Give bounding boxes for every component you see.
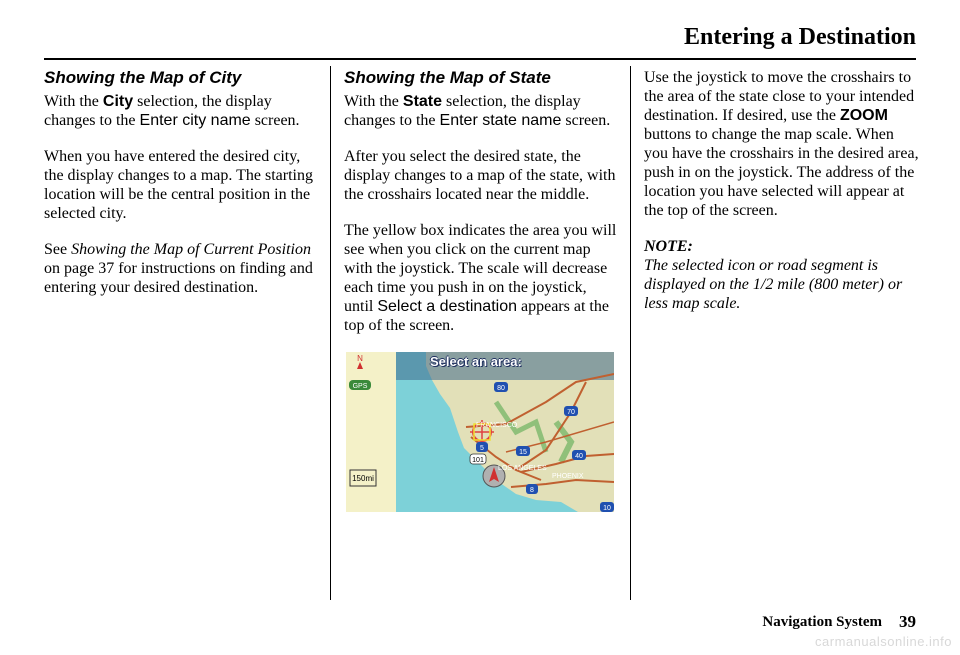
paragraph-see-reference: See Showing the Map of Current Position on page 37 for instructions on finding and entering your desired destination.	[44, 241, 313, 296]
note-label: NOTE:	[644, 238, 693, 255]
city-los-angeles: LOS ANGELES	[498, 465, 547, 472]
ui-label-enter-city-name: Enter city name	[139, 112, 251, 129]
svg-text:40: 40	[575, 453, 583, 460]
page-title: Entering a Destination	[683, 24, 916, 50]
ui-label-state: State	[402, 93, 443, 110]
cross-reference: Showing the Map of Current Position	[71, 241, 311, 258]
note-text: The selected icon or road segment is displayed on the 1/2 mile (800 meter) or less map scale.	[644, 257, 903, 312]
column-state	[344, 68, 618, 352]
paragraph-yellow-box: The yellow box indicates the area you will see when you click on the current map with the joystick. The scale will decrease each time you push in on the joystick, until Select a destination appears at the top of the screen.	[344, 222, 617, 334]
side-panel	[346, 352, 396, 512]
ui-label-zoom: ZOOM	[839, 107, 888, 124]
north-label: N	[357, 354, 363, 363]
footer-section-name: Navigation System	[762, 614, 882, 630]
column-instructions	[644, 68, 920, 313]
column-divider-right	[630, 66, 631, 600]
scale-label: 150mi	[352, 474, 374, 483]
page-number: 39	[899, 612, 916, 631]
paragraph-state-selection: With the State selection, the display changes to the Enter state name screen.	[344, 93, 611, 129]
gps-label: GPS	[352, 383, 368, 390]
heading-map-of-state: Showing the Map of State	[344, 68, 551, 87]
svg-text:80: 80	[497, 385, 505, 392]
ui-label-select-destination: Select a destination	[377, 298, 517, 315]
map-banner-select-area: Select an area:	[430, 354, 522, 369]
header-rule	[44, 58, 916, 60]
svg-text:5: 5	[480, 445, 484, 452]
note-block	[644, 237, 920, 313]
watermark: carmanualsonline.info	[815, 634, 952, 649]
svg-text:15: 15	[519, 449, 527, 456]
paragraph-city-selection: With the City selection, the display changes to the Enter city name screen.	[44, 93, 300, 129]
state-map-screenshot	[346, 352, 614, 512]
svg-text:8: 8	[530, 487, 534, 494]
ui-label-enter-state-name: Enter state name	[439, 112, 562, 129]
city-san-francisco: FRANCISCO	[476, 422, 518, 429]
svg-text:10: 10	[603, 505, 611, 512]
map-graphic	[346, 352, 614, 512]
paragraph-joystick: Use the joystick to move the crosshairs to the area of the state close to your intended destination. If desired, use the ZOOM buttons to change the map scale. When you have the crosshairs in the desired area, push in on the joystick. The address of the location you have selected will appear at the top of the screen.	[644, 69, 919, 219]
ui-label-city: City	[102, 93, 134, 110]
svg-text:101: 101	[472, 457, 484, 464]
svg-text:70: 70	[567, 409, 575, 416]
paragraph-state-map: After you select the desired state, the display changes to a map of the state, with the crosshairs located near the middle.	[344, 148, 616, 203]
city-phoenix: PHOENIX	[552, 473, 584, 480]
heading-map-of-city: Showing the Map of City	[44, 68, 242, 87]
column-divider-left	[330, 66, 331, 600]
column-city	[44, 68, 320, 314]
paragraph-city-map: When you have entered the desired city, the display changes to a map. The starting location will be the central position in the selected city.	[44, 148, 313, 222]
